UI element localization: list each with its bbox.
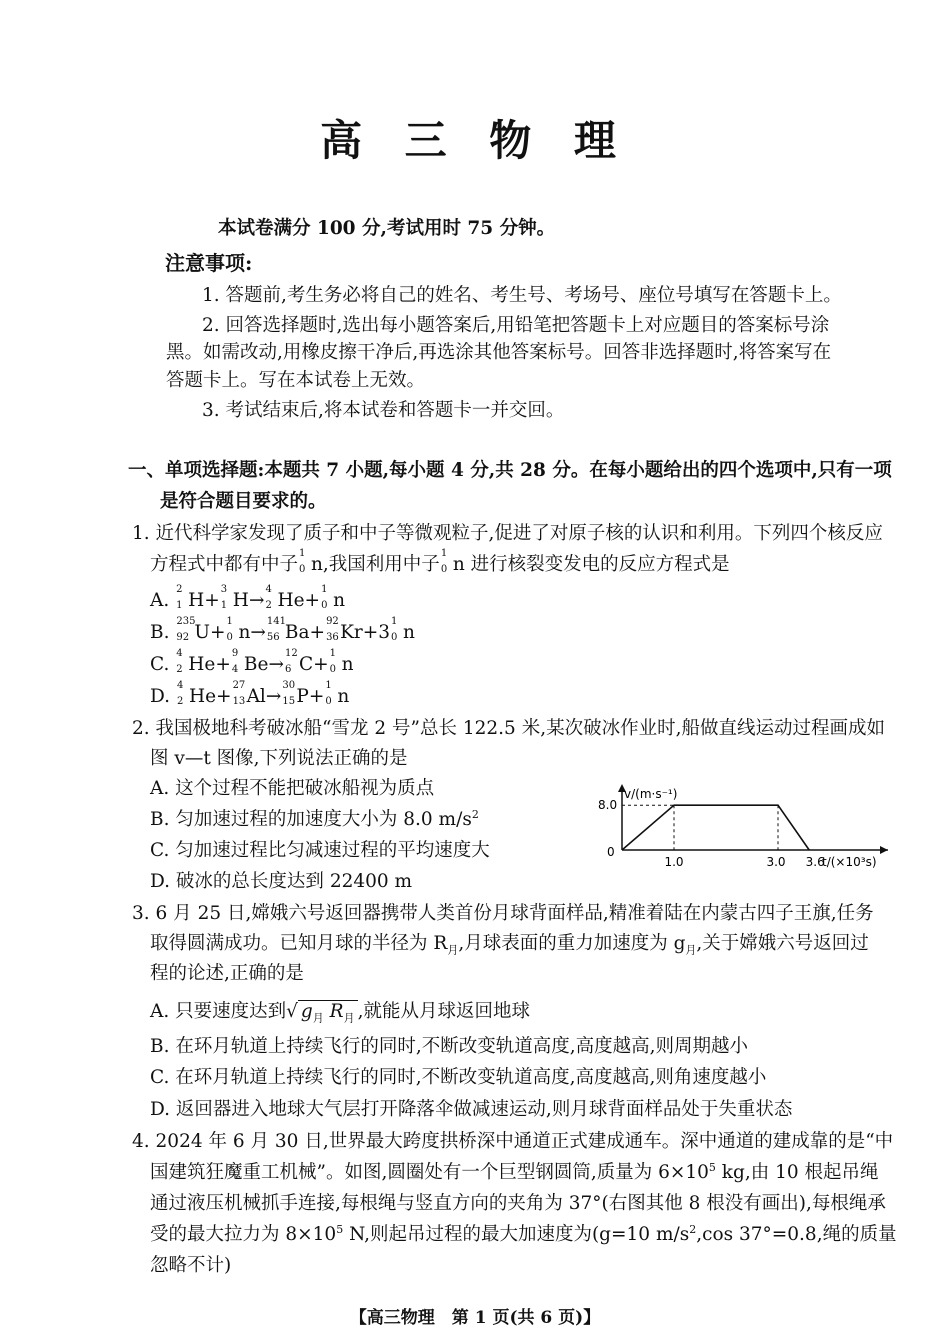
page-title: 高 三 物 理 xyxy=(320,116,630,165)
notice-item-1: 1. 答题前,考生务必将自己的姓名、考生号、考场号、座位号填写在答题卡上。 xyxy=(202,285,842,306)
q4-stem-line2: 国建筑狂魔重工机械”。如图,圆圈处有一个巨型钢圆筒,质量为 $6\times 10^5$ kg,由 10 根起吊绳 xyxy=(150,1160,879,1183)
notice-heading: 注意事项: xyxy=(165,251,253,275)
q3-option-d: D. 返回器进入地球大气层打开降落伞做减速运动,则月球背面样品处于失重状态 xyxy=(150,1099,793,1120)
q2-option-a: A. 这个过程不能把破冰船视为质点 xyxy=(150,778,435,799)
q3-stem-line3: 程的论述,正确的是 xyxy=(150,963,304,984)
q2-stem-line2: 图 v—t 图像,下列说法正确的是 xyxy=(150,748,408,769)
x-axis-arrow-icon xyxy=(880,846,888,854)
q1-option-d: D. 4 2 He+ 27 13 Al→ 30 15 P+ 1 0 n xyxy=(150,680,350,707)
notice-item-2-line2: 黑。如需改动,用橡皮擦干净后,再选涂其他答案标号。回答非选择题时,将答案写在 xyxy=(166,342,832,363)
velocity-series-line xyxy=(622,805,809,850)
q4-stem-line1: 4. 2024 年 6 月 30 日,世界最大跨度拱桥深中通道正式建成通车。深中通道的建成靠的是“中 xyxy=(132,1131,894,1152)
x-tick-1: 1.0 xyxy=(664,855,684,869)
x-axis-label: t/(×10³s) xyxy=(822,855,877,869)
q1-option-b: B. 235 92 U+ 1 0 n→ 141 56 Ba+ 92 36 Kr+3 1 0 n xyxy=(150,616,415,643)
q4-stem-line4: 受的最大拉力为 $8\times 10^5$ N,则起吊过程的最大加速度为(g=10 $m/s^2,\cos$ 37°=0.8,绳的质量 xyxy=(150,1222,897,1245)
q3-option-b: B. 在环月轨道上持续飞行的同时,不断改变轨道高度,高度越高,则周期越小 xyxy=(150,1036,749,1057)
q3-stem-line2: 取得圆满成功。已知月球的半径为 $R_月$,月球表面的重力加速度为 $g_月$,关于嫦娥六号返回过 xyxy=(150,933,869,957)
q3-option-a: A. 只要速度达到√ $g_月$ $R_月$ ,就能从月球返回地球 xyxy=(150,1001,530,1025)
y-tick-8: 8.0 xyxy=(598,798,618,813)
q2-option-d: D. 破冰的总长度达到 22400 m xyxy=(150,871,413,892)
notice-item-3: 3. 考试结束后,将本试卷和答题卡一并交回。 xyxy=(202,400,565,421)
notice-item-2-line1: 2. 回答选择题时,选出每小题答案后,用铅笔把答题卡上对应题目的答案标号涂 xyxy=(202,315,830,336)
q2-stem-line1: 2. 我国极地科考破冰船“雪龙 2 号”总长 122.5 米,某次破冰作业时,船做直线运动过程画成如 xyxy=(132,718,885,739)
vt-chart xyxy=(596,780,906,880)
q4-stem-line5: 忽略不计) xyxy=(150,1255,232,1276)
y-axis-label: v/(m·s⁻¹) xyxy=(624,787,678,801)
q1-option-a: A. 2 1 H+ 3 1 H→ 4 2 He+ 1 0 n xyxy=(150,584,345,611)
q3-option-c: C. 在环月轨道上持续飞行的同时,不断改变轨道高度,高度越高,则角速度越小 xyxy=(150,1067,767,1088)
exam-info: 本试卷满分 100 分,考试用时 75 分钟。 xyxy=(218,218,556,239)
section-1-heading-cont: 是符合题目要求的。 xyxy=(160,491,327,512)
q2-option-b: B. 匀加速过程的加速度大小为 8.0 $m/s^2$ xyxy=(150,807,479,830)
q1-stem-line1: 1. 近代科学家发现了质子和中子等微观粒子,促进了对原子核的认识和利用。下列四个核反应 xyxy=(132,523,883,544)
page-footer: 【高三物理 第 1 页(共 6 页)】 xyxy=(349,1308,601,1328)
section-1-heading: 一、单项选择题:本题共 7 小题,每小题 4 分,共 28 分。在每小题给出的四个选项中,只有一项 xyxy=(128,460,892,481)
q2-option-c: C. 匀加速过程比匀减速过程的平均速度大 xyxy=(150,840,490,861)
x-tick-3-6: 3.6 xyxy=(805,855,825,869)
q3-stem-line1: 3. 6 月 25 日,嫦娥六号返回器携带人类首份月球背面样品,精准着陆在内蒙古四子王旗,任务 xyxy=(132,903,874,924)
q1-option-c: C. 4 2 He+ 9 4 Be→ 12 6 C+ 1 0 n xyxy=(150,648,354,675)
x-tick-3: 3.0 xyxy=(766,855,786,869)
notice-item-2-line3: 答题卡上。写在本试卷上无效。 xyxy=(166,370,426,391)
x-tick-0: 0 xyxy=(607,845,615,859)
q4-stem-line3: 通过液压机械抓手连接,每根绳与竖直方向的夹角为 37°(右图其他 8 根没有画出),每根绳承 xyxy=(150,1193,886,1214)
q1-stem-line2: 方程式中都有中子 1 0 n,我国利用中子 1 0 n 进行核裂变发电的反应方程式是 xyxy=(150,548,730,575)
